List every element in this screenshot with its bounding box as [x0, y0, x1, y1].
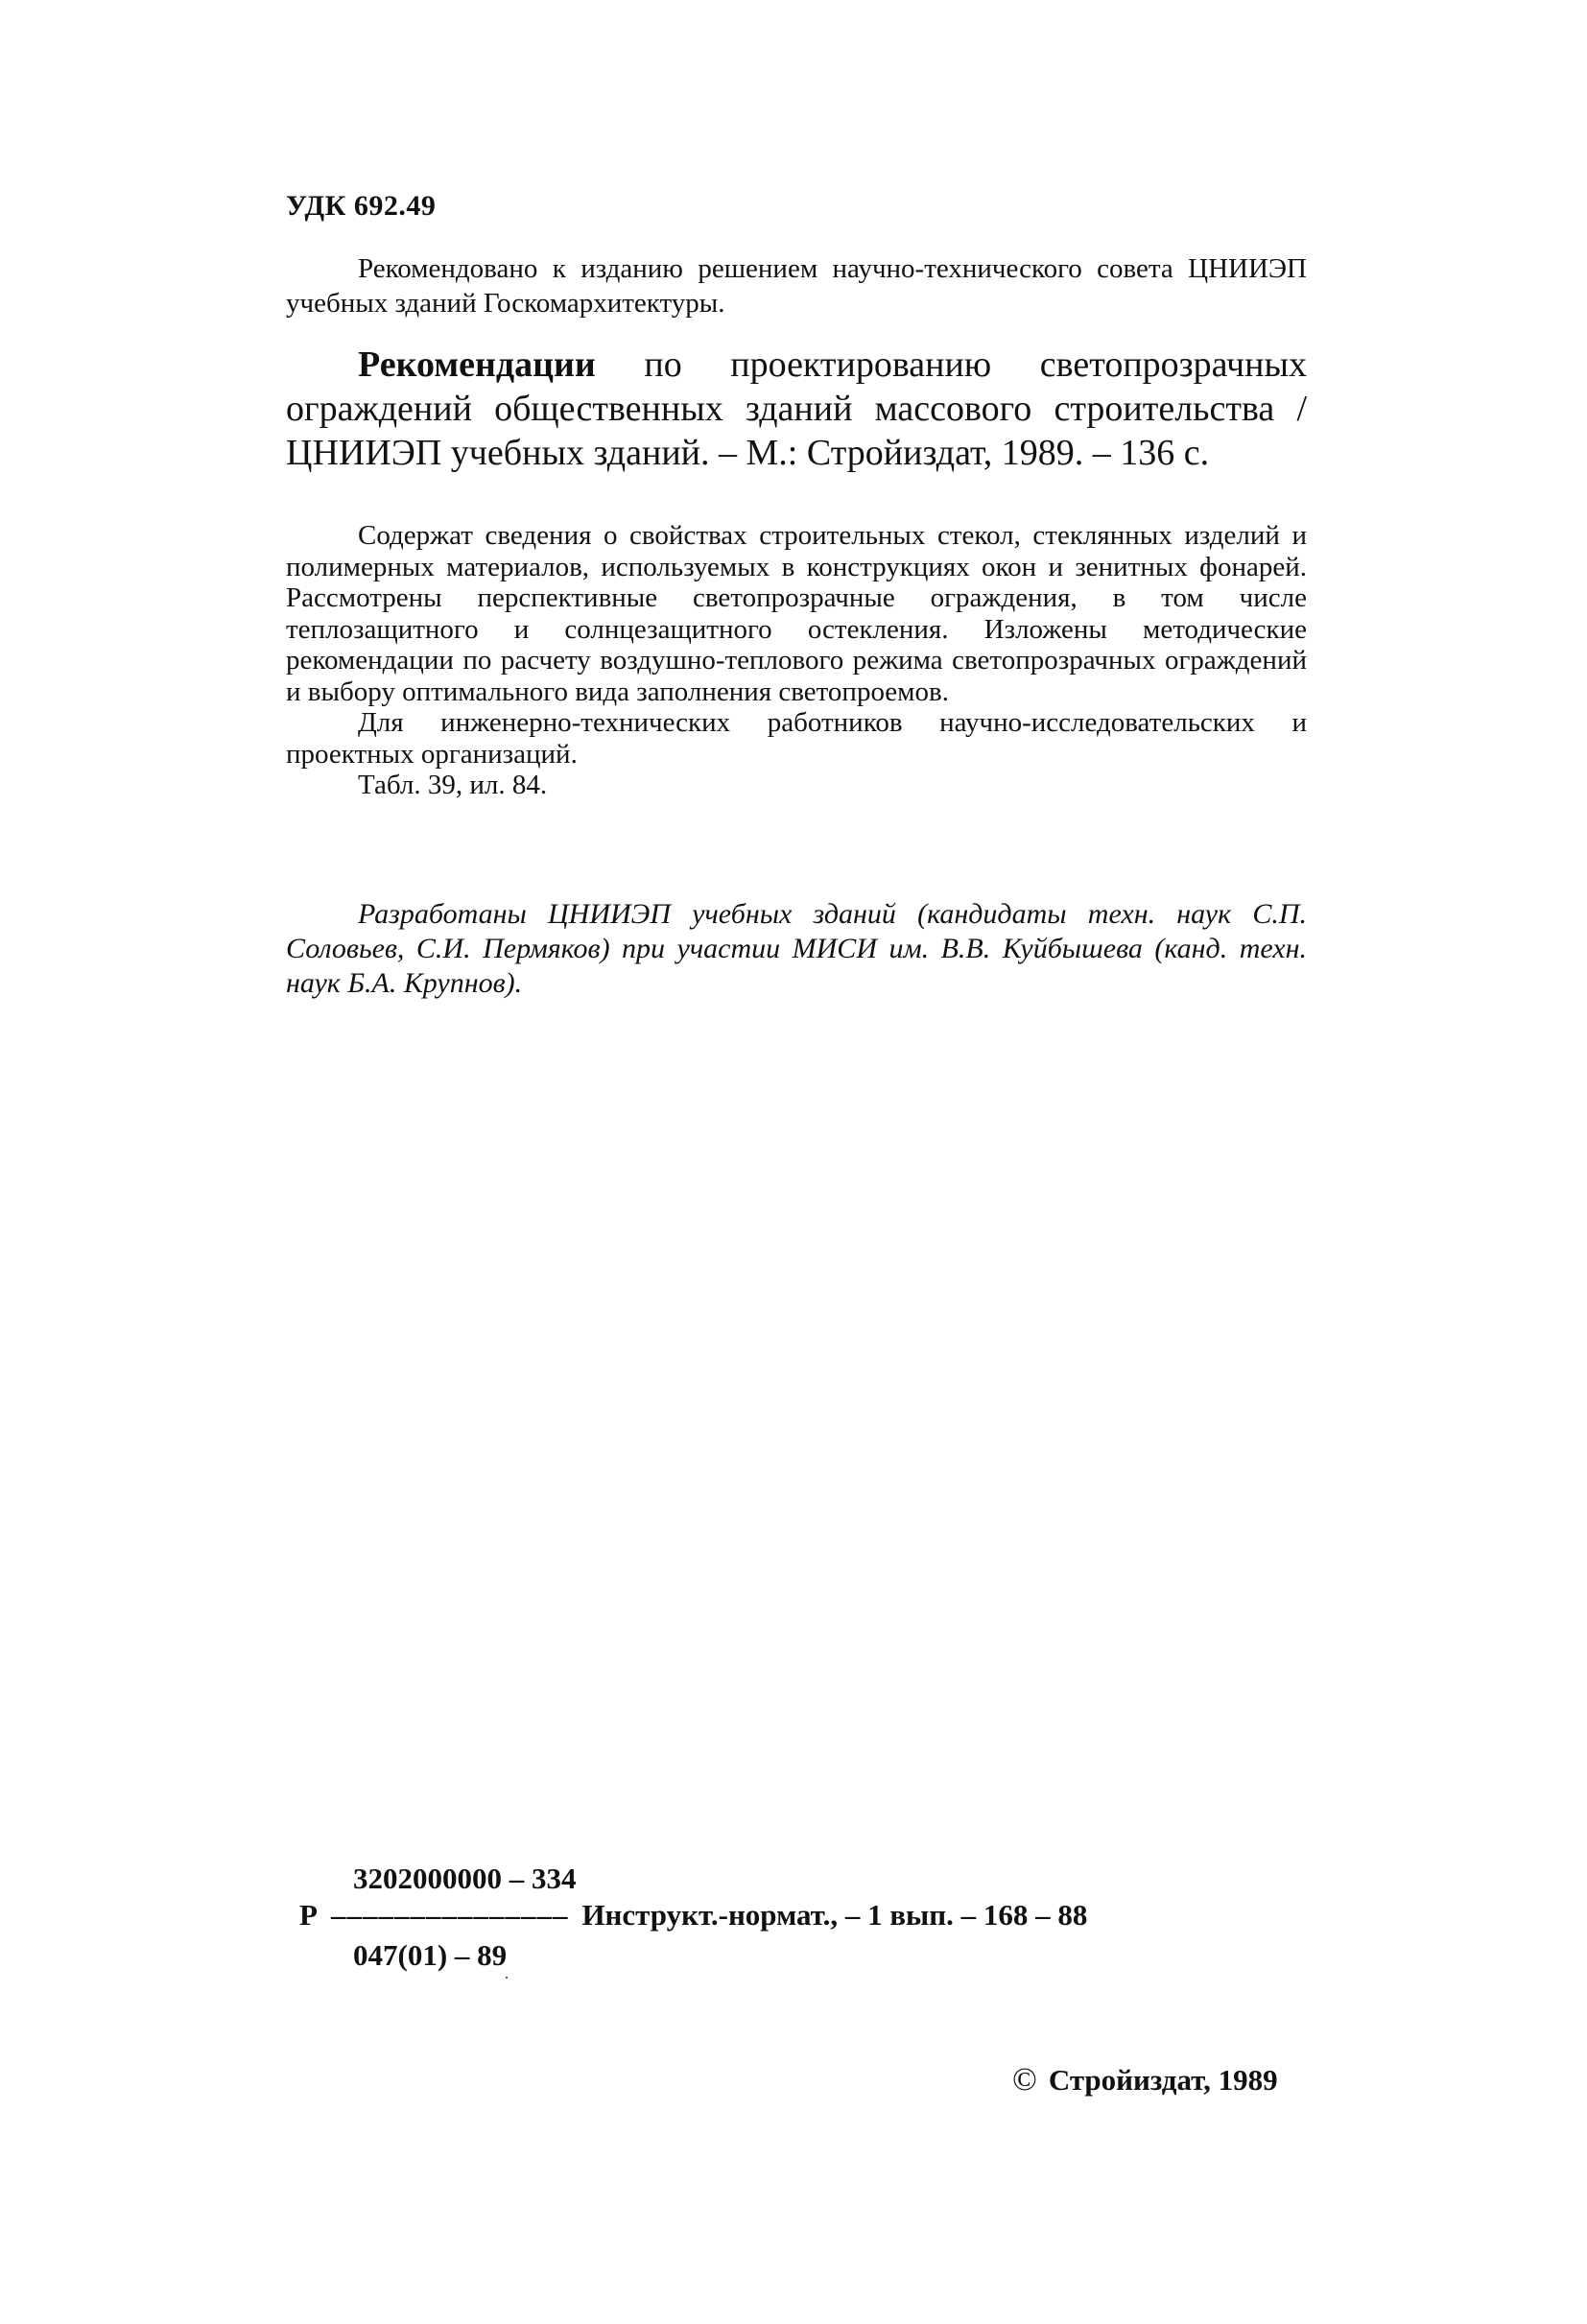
developers-credit: Разработаны ЦНИИЭП учебных зданий (кандидаты техн. наук С.П. Соловьев, С.И. Пермяков) при участии МИСИ им. В.В. Куйбышева (канд. техн. наук Б.А. Крупнов). [286, 898, 1307, 999]
copyright-line [1012, 2062, 1278, 2099]
publication-recommendation: Рекомендовано к изданию решением научно-технического совета ЦНИИЭП учебных зданий Госкомархитектуры. [286, 253, 1307, 319]
abstract [286, 520, 1307, 801]
bibliographic-details: по проектированию светопрозрачных ограждений общественных зданий массового строительства / ЦНИИЭП учебных зданий. – М.: Стройиздат, 1989. – 136 с. [286, 344, 1307, 473]
imprint-classification: Инструкт.-нормат., – 1 вып. – 168 – 88 [581, 1898, 1088, 1932]
bibliographic-record [286, 343, 1307, 475]
copyright-holder: Стройиздат, 1989 [1048, 2063, 1278, 2097]
imprint-fraction-line [299, 1898, 1087, 1933]
scan-speck [506, 1977, 508, 1979]
imprint-fraction-bar: ––––––––––––––– [330, 1898, 569, 1932]
imprint-letter: Р [299, 1898, 318, 1932]
publisher-imprint-code [299, 1862, 1336, 1977]
abstract-summary: Содержат сведения о свойствах строительных стекол, стеклянных изделий и полимерных материалов, используемых в конструкциях окон и зенитных фонарей. Рассмотрены перспективные светопрозрачные ограждения, в том числе теплозащитного и солнцезащитного остекления. Изложены методические рекомендации по расчету воздушно-теплового режима светопрозрачных ограждений и выбору оптимального вида заполнения светопроемов. [286, 520, 1307, 707]
abstract-audience: Для инженерно-технических работников научно-исследовательских и проектных организаций. [286, 707, 1307, 770]
udk-code: УДК 692.49 [286, 190, 437, 222]
bibliographic-title-lead: Рекомендации [358, 344, 596, 385]
imprint-numerator: 3202000000 – 334 [353, 1862, 577, 1895]
abstract-counts: Табл. 39, ил. 84. [358, 770, 548, 800]
imprint-denominator: 047(01) – 89 [353, 1938, 508, 1972]
copyright-symbol: © [1012, 2062, 1037, 2098]
